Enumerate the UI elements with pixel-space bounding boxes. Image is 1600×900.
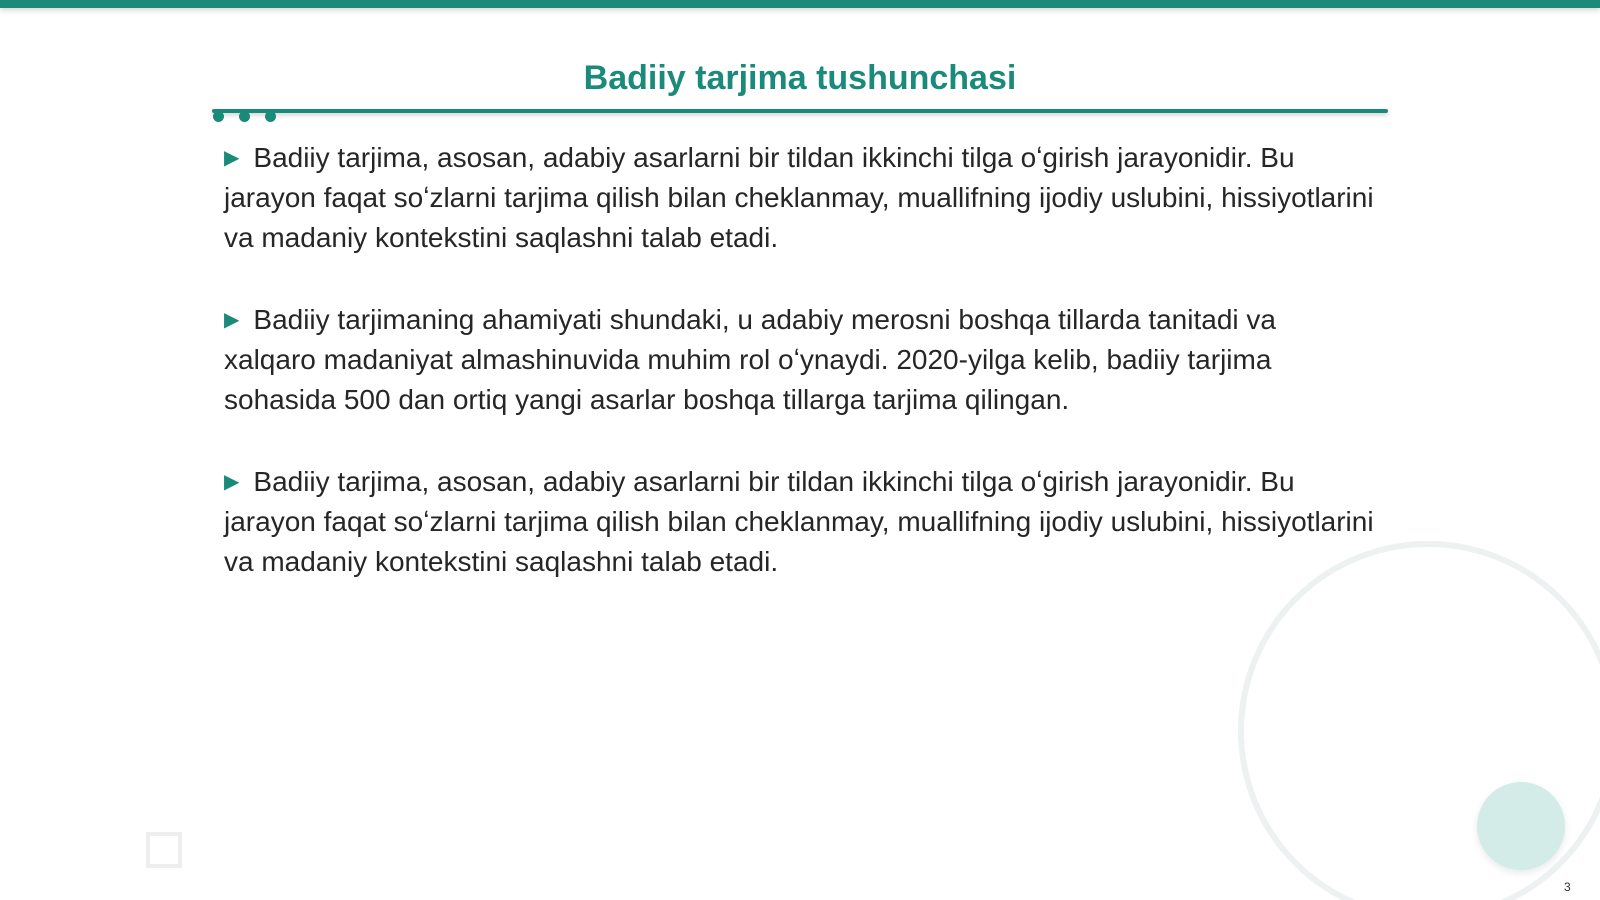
bullet-text: Badiiy tarjima, asosan, adabiy asarlarni bir tildan ikkinchi tilga oʻgirish jarayonidir. Bu jarayon faqat soʻzlarni tarjima qilish bilan cheklanmay, muallifning ijodiy uslubini, hissiyotlarini va madaniy kontekstini saqlashni talab etadi. (224, 466, 1374, 577)
bullet-arrow-icon: ▶ (224, 471, 240, 493)
title-underline (212, 109, 1388, 113)
bullet-arrow-icon: ▶ (224, 309, 240, 331)
bullet-arrow-icon: ▶ (224, 147, 240, 169)
bullet-item (224, 300, 1374, 420)
bullet-item (224, 462, 1374, 582)
dot-decoration (213, 111, 224, 122)
decorative-circle (1477, 782, 1565, 870)
bullet-list (224, 138, 1374, 624)
decorative-square (146, 832, 182, 868)
underline-dots (210, 111, 290, 125)
page-number: 3 (1564, 880, 1571, 894)
slide-title: Badiiy tarjima tushunchasi (583, 59, 1017, 97)
dot-decoration (239, 111, 250, 122)
top-accent-bar (0, 0, 1600, 8)
bullet-text: Badiiy tarjimaning ahamiyati shundaki, u adabiy merosni boshqa tillarda tanitadi va xalqaro madaniyat almashinuvida muhim rol oʻynaydi. 2020-yilga kelib, badiiy tarjima sohasida 500 dan ortiq yangi asarlar boshqa tillarga tarjima qilingan. (224, 304, 1276, 415)
bullet-item (224, 138, 1374, 258)
dot-decoration (265, 111, 276, 122)
bullet-text: Badiiy tarjima, asosan, adabiy asarlarni bir tildan ikkinchi tilga oʻgirish jarayonidir. Bu jarayon faqat soʻzlarni tarjima qilish bilan cheklanmay, muallifning ijodiy uslubini, hissiyotlarini va madaniy kontekstini saqlashni talab etadi. (224, 142, 1374, 253)
